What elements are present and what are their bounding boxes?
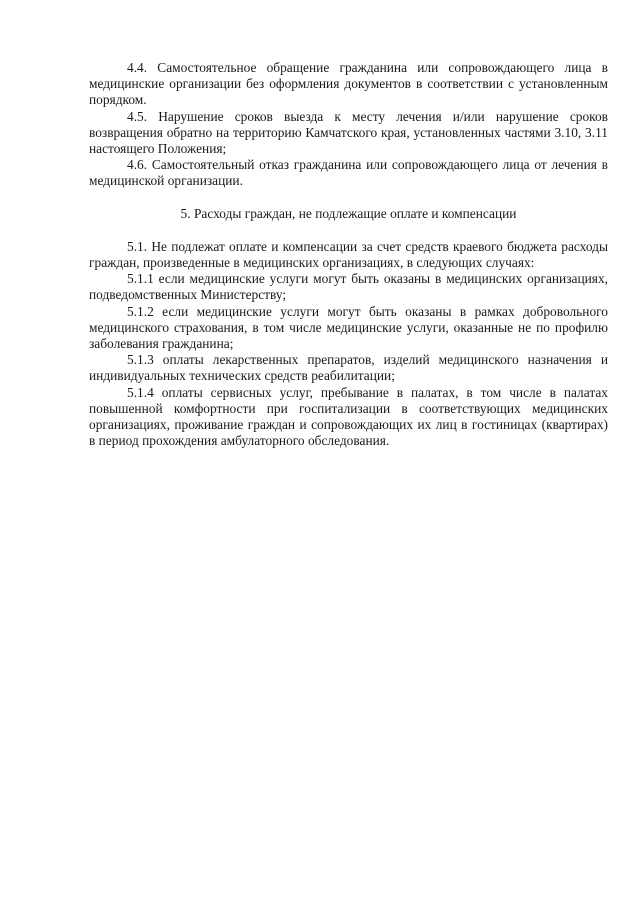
paragraph-5-1-3: 5.1.3 оплаты лекарственных препаратов, изделий медицинского назначения и индивидуальных технических средств реабилитации; <box>89 352 608 384</box>
paragraph-4-6: 4.6. Самостоятельный отказ гражданина или сопровождающего лица от лечения в медицинской организации. <box>89 157 608 189</box>
paragraph-4-5: 4.5. Нарушение сроков выезда к месту лечения и/или нарушение сроков возвращения обратно на территорию Камчатского края, установленных частями 3.10, 3.11 настоящего Положения; <box>89 108 608 157</box>
paragraph-5-1-4: 5.1.4 оплаты сервисных услуг, пребывание в палатах, в том числе в палатах повышенной комфортности при госпитализации в соответствующих медицинских организациях, проживание граждан и сопровождающих их лиц в гостиницах (квартирах) в период прохождения амбулаторного обследования. <box>89 384 608 449</box>
paragraph-5-1-2: 5.1.2 если медицинские услуги могут быть оказаны в рамках добровольного медицинского страхования, в том числе медицинские услуги, оказанные не по профилю заболевания гражданина; <box>89 303 608 352</box>
document-page <box>89 60 608 449</box>
paragraph-5-1: 5.1. Не подлежат оплате и компенсации за счет средств краевого бюджета расходы граждан, произведенные в медицинских организациях, в следующих случаях: <box>89 238 608 271</box>
paragraph-4-4: 4.4. Самостоятельное обращение гражданина или сопровождающего лица в медицинские организации без оформления документов в соответствии с установленным порядком. <box>89 60 608 108</box>
paragraph-5-1-1: 5.1.1 если медицинские услуги могут быть оказаны в медицинских организациях, подведомственных Министерству; <box>89 271 608 303</box>
section-heading: 5. Расходы граждан, не подлежащие оплате и компенсации <box>180 205 517 221</box>
